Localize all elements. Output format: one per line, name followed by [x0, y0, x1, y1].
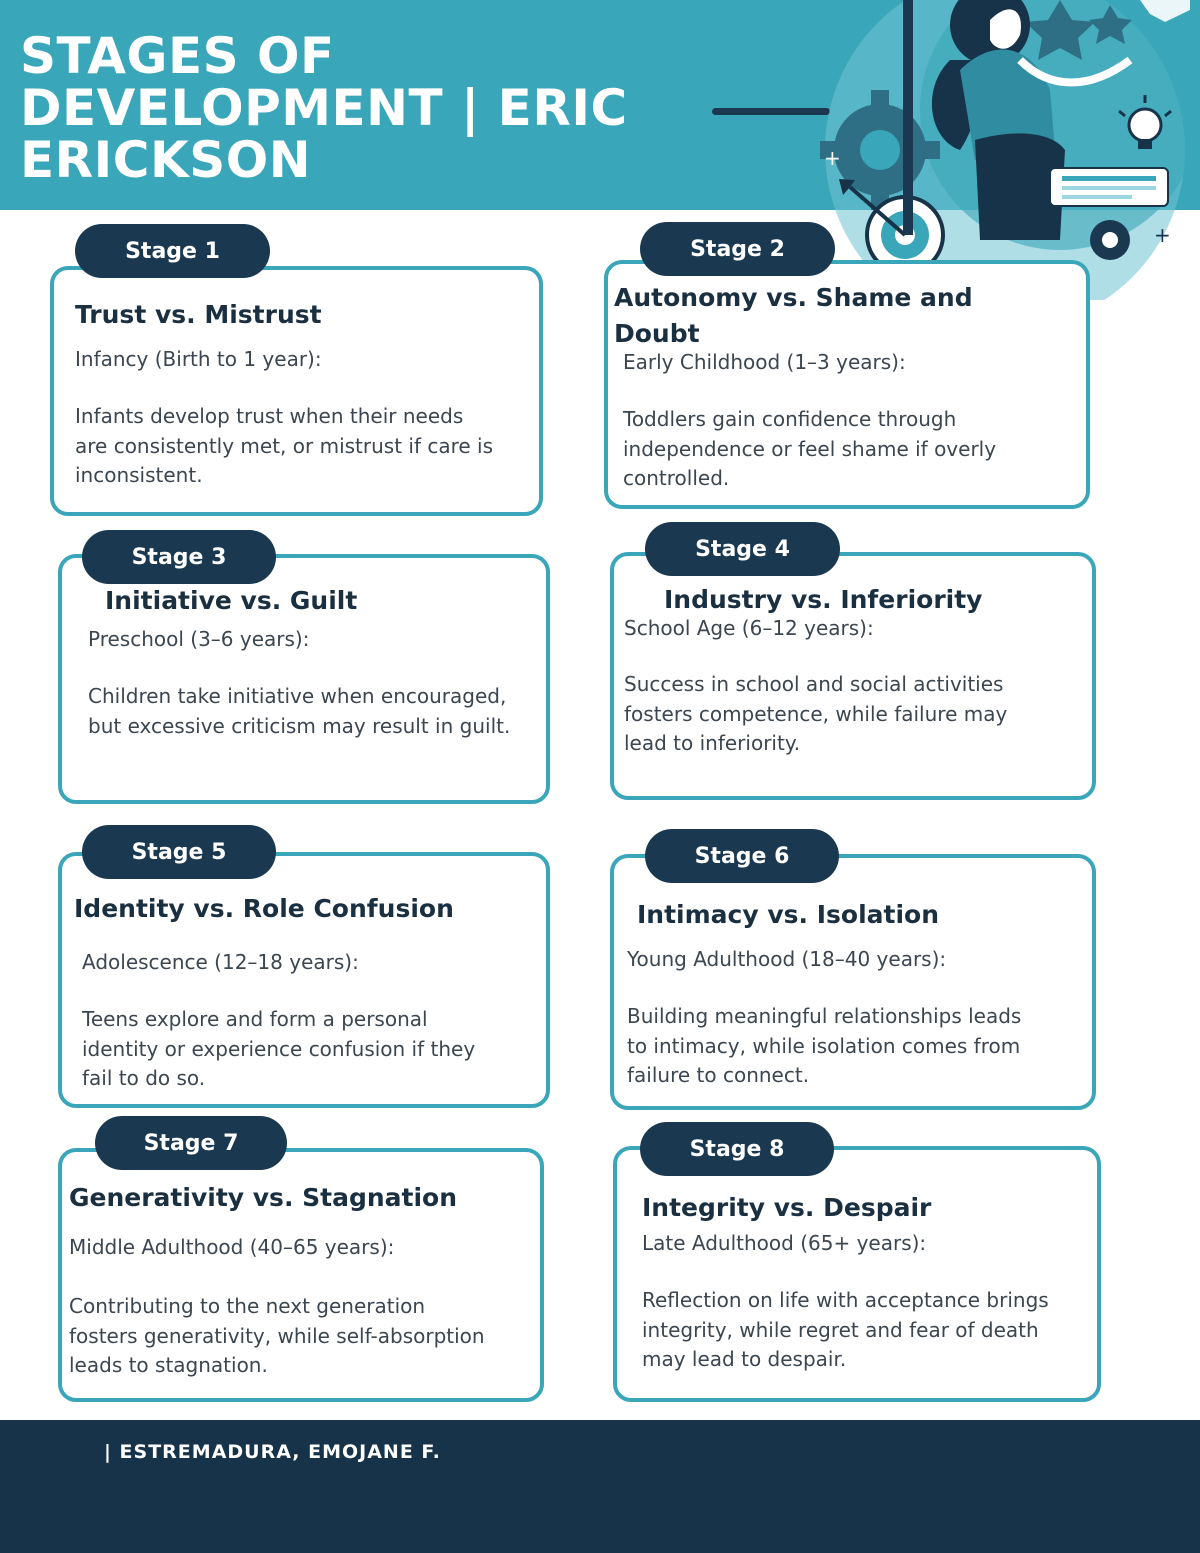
stage-age-6: Young Adulthood (18–40 years):	[627, 947, 947, 971]
stage-age-1: Infancy (Birth to 1 year):	[75, 347, 322, 371]
stage-desc-2: Toddlers gain confidence through independence or feel shame if overly controlled.	[623, 407, 997, 490]
stage-age-7: Middle Adulthood (40–65 years):	[69, 1235, 395, 1259]
stage-title-4: Industry vs. Inferiority	[664, 585, 983, 614]
stage-title-7: Generativity vs. Stagnation	[69, 1183, 458, 1212]
stage-badge-3: Stage 3	[82, 530, 276, 584]
stage-desc-5: Teens explore and form a personal identity or experience confusion if they fail to do so.	[82, 1007, 476, 1090]
stage-desc-6: Building meaningful relationships leads to intimacy, while isolation comes from failure to connect.	[627, 1004, 1022, 1087]
stage-desc-1: Infants develop trust when their needs are consistently met, or mistrust if care is inconsistent.	[75, 404, 494, 487]
illustration	[810, 0, 1200, 300]
page-title: STAGES OF DEVELOPMENT | ERIC ERICKSON	[20, 27, 628, 189]
stage-desc-3: Children take initiative when encouraged, but excessive criticism may result in guilt.	[88, 684, 511, 738]
stage-desc-7: Contributing to the next generation fosters generativity, while self-absorption leads to stagnation.	[69, 1294, 485, 1377]
author-name: | ESTREMADURA, EMOJANE F.	[104, 1441, 441, 1463]
stage-age-8: Late Adulthood (65+ years):	[642, 1231, 927, 1255]
stage-badge-6: Stage 6	[645, 829, 839, 883]
footer-band	[0, 1420, 1200, 1553]
stage-age-4: School Age (6–12 years):	[624, 616, 874, 640]
document-card-icon	[1050, 168, 1168, 206]
stage-badge-1: Stage 1	[75, 224, 270, 278]
stage-badge-4: Stage 4	[645, 522, 840, 576]
stage-age-2: Early Childhood (1–3 years):	[623, 350, 906, 374]
plus-icon: +	[824, 146, 841, 170]
stage-desc-8: Reflection on life with acceptance brings integrity, while regret and fear of death may lead to despair.	[642, 1288, 1049, 1371]
stage-title-8: Integrity vs. Despair	[642, 1193, 932, 1222]
stage-title-3: Initiative vs. Guilt	[105, 586, 358, 615]
stage-badge-8: Stage 8	[640, 1122, 834, 1176]
stage-title-6: Intimacy vs. Isolation	[637, 900, 940, 929]
stage-badge-7: Stage 7	[95, 1116, 287, 1170]
plus-icon: +	[1154, 223, 1171, 247]
stage-badge-5: Stage 5	[82, 825, 276, 879]
stage-age-3: Preschool (3–6 years):	[88, 627, 310, 651]
stage-desc-4: Success in school and social activities fosters competence, while failure may lead to inferiority.	[624, 672, 1008, 755]
stage-badge-2: Stage 2	[640, 222, 835, 276]
gear-icon	[1090, 220, 1130, 260]
stage-title-5: Identity vs. Role Confusion	[74, 894, 454, 923]
stage-title-2: Autonomy vs. Shame and Doubt	[614, 283, 973, 348]
stage-title-1: Trust vs. Mistrust	[75, 300, 322, 329]
stage-age-5: Adolescence (12–18 years):	[82, 950, 359, 974]
